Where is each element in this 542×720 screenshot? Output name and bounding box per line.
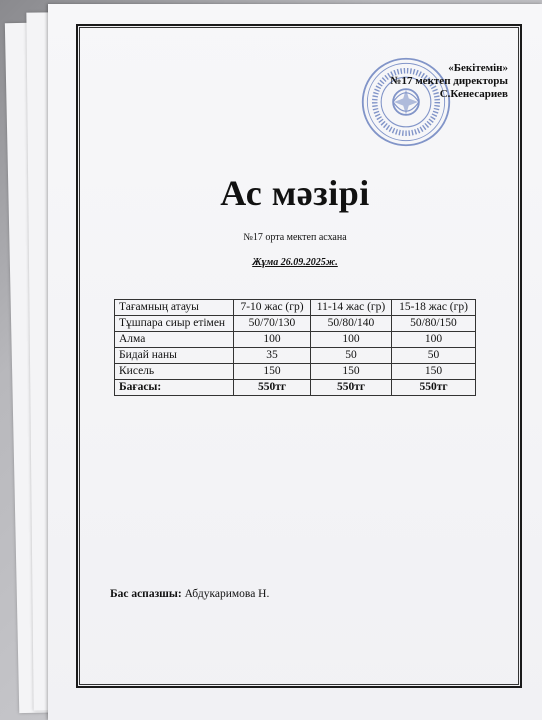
price-label: Бағасы: bbox=[115, 380, 234, 396]
dish-name: Тұшпара сиыр етімен bbox=[115, 316, 234, 332]
portion-15-18: 50/80/150 bbox=[392, 316, 476, 332]
table-header-row bbox=[115, 300, 476, 316]
dish-name: Алма bbox=[115, 332, 234, 348]
dish-name: Бидай наны bbox=[115, 348, 234, 364]
header-age-7-10: 7-10 жас (гр) bbox=[234, 300, 311, 316]
menu-date: Жұма 26.09.2025ж. bbox=[252, 257, 338, 268]
portion-11-14: 100 bbox=[311, 332, 392, 348]
page-title: Ас мәзірі bbox=[220, 173, 370, 213]
portion-7-10: 100 bbox=[234, 332, 311, 348]
price-7-10: 550тг bbox=[234, 380, 311, 396]
approval-block bbox=[368, 62, 508, 101]
approval-label: «Бекітемін» bbox=[448, 62, 508, 74]
canteen-subtitle: №17 орта мектеп асхана bbox=[243, 232, 347, 243]
price-row bbox=[115, 380, 476, 396]
portion-7-10: 50/70/130 bbox=[234, 316, 311, 332]
chef-name: Абдукаримова Н. bbox=[184, 588, 270, 600]
menu-table bbox=[114, 299, 476, 396]
portion-15-18: 50 bbox=[392, 348, 476, 364]
menu-sheet bbox=[48, 4, 542, 720]
header-dish-name: Тағамның атауы bbox=[115, 300, 234, 316]
table-row bbox=[115, 348, 476, 364]
portion-15-18: 150 bbox=[392, 364, 476, 380]
table-row bbox=[115, 316, 476, 332]
portion-11-14: 50 bbox=[311, 348, 392, 364]
approval-position: №17 мектеп директоры bbox=[390, 75, 508, 87]
portion-7-10: 35 bbox=[234, 348, 311, 364]
price-15-18: 550тг bbox=[392, 380, 476, 396]
portion-7-10: 150 bbox=[234, 364, 311, 380]
portion-15-18: 100 bbox=[392, 332, 476, 348]
header-age-15-18: 15-18 жас (гр) bbox=[392, 300, 476, 316]
table-row bbox=[115, 332, 476, 348]
dish-name: Кисель bbox=[115, 364, 234, 380]
portion-11-14: 50/80/140 bbox=[311, 316, 392, 332]
portion-11-14: 150 bbox=[311, 364, 392, 380]
table-row bbox=[115, 364, 476, 380]
chef-line bbox=[110, 588, 269, 600]
price-11-14: 550тг bbox=[311, 380, 392, 396]
header-age-11-14: 11-14 жас (гр) bbox=[311, 300, 392, 316]
approval-signatory: С.Кенесариев bbox=[439, 88, 508, 100]
chef-label: Бас аспазшы: bbox=[110, 588, 182, 600]
